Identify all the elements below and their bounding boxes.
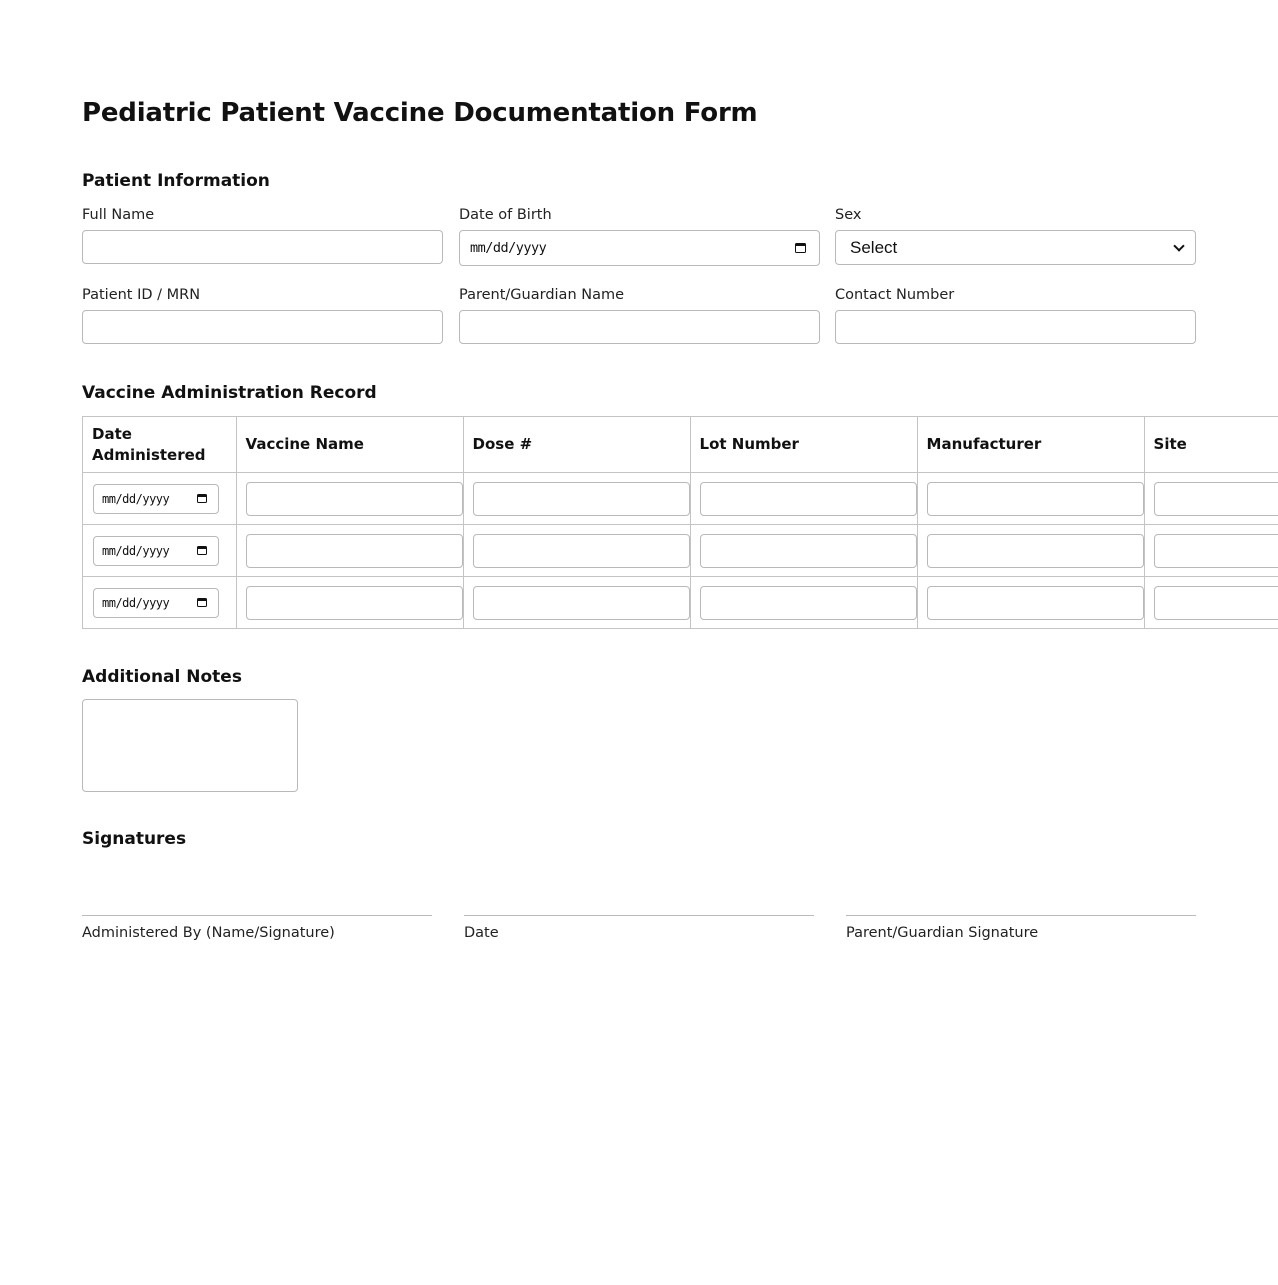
signature-label: Parent/Guardian Signature xyxy=(846,925,1039,941)
date-administered-input[interactable] xyxy=(93,536,219,566)
section-heading-patient-info: Patient Information xyxy=(82,171,270,191)
signature-date[interactable] xyxy=(464,915,814,941)
table-row xyxy=(83,525,1278,577)
dob-placeholder: mm/dd/yyyy xyxy=(470,240,547,256)
date-placeholder: mm/dd/yyyy xyxy=(102,595,170,610)
sex-field-group xyxy=(835,207,1196,265)
column-header-vaccine-name: Vaccine Name xyxy=(236,417,463,473)
table-header-row xyxy=(83,417,1278,473)
calendar-icon[interactable] xyxy=(197,494,207,503)
guardian-name-input[interactable] xyxy=(459,310,820,344)
vaccine-name-input[interactable] xyxy=(246,586,463,620)
date-administered-input[interactable] xyxy=(93,588,219,618)
signature-administered-by[interactable] xyxy=(82,915,432,941)
signature-label: Administered By (Name/Signature) xyxy=(82,925,335,941)
signature-line xyxy=(464,915,814,916)
patient-id-input[interactable] xyxy=(82,310,443,344)
manufacturer-input[interactable] xyxy=(927,534,1144,568)
column-header-date: Date Administered xyxy=(83,417,237,473)
guardian-name-label: Parent/Guardian Name xyxy=(459,287,625,303)
calendar-icon[interactable] xyxy=(795,243,806,253)
column-header-site: Site xyxy=(1144,417,1278,473)
site-input[interactable] xyxy=(1154,482,1278,516)
dob-input[interactable] xyxy=(459,230,820,266)
signature-line xyxy=(82,915,432,916)
lot-number-input[interactable] xyxy=(700,482,917,516)
patient-id-label: Patient ID / MRN xyxy=(82,287,201,303)
sex-selected-value: Select xyxy=(850,238,898,257)
section-heading-signatures: Signatures xyxy=(82,829,187,849)
signature-parent-guardian[interactable] xyxy=(846,915,1196,941)
patient-id-field-group xyxy=(82,287,443,344)
full-name-label: Full Name xyxy=(82,207,155,223)
date-placeholder: mm/dd/yyyy xyxy=(102,543,170,558)
lot-number-input[interactable] xyxy=(700,586,917,620)
column-header-lot-number: Lot Number xyxy=(690,417,917,473)
dose-input[interactable] xyxy=(473,482,690,516)
date-placeholder: mm/dd/yyyy xyxy=(102,491,170,506)
full-name-input[interactable] xyxy=(82,230,443,264)
column-header-dose: Dose # xyxy=(463,417,690,473)
dob-field-group xyxy=(459,207,820,266)
sex-select[interactable] xyxy=(835,230,1196,265)
vaccine-table-wrapper xyxy=(82,416,1278,629)
dose-input[interactable] xyxy=(473,586,690,620)
contact-number-label: Contact Number xyxy=(835,287,955,303)
chevron-down-icon xyxy=(1173,240,1184,251)
calendar-icon[interactable] xyxy=(197,598,207,607)
sex-label: Sex xyxy=(835,207,862,223)
site-input[interactable] xyxy=(1154,586,1278,620)
vaccine-table xyxy=(82,416,1278,629)
page-title: Pediatric Patient Vaccine Documentation Form xyxy=(82,98,758,128)
signature-label: Date xyxy=(464,925,499,941)
section-heading-notes: Additional Notes xyxy=(82,667,242,687)
contact-number-input[interactable] xyxy=(835,310,1196,344)
dob-label: Date of Birth xyxy=(459,207,552,223)
section-heading-vaccine-record: Vaccine Administration Record xyxy=(82,383,377,403)
signature-line xyxy=(846,915,1196,916)
full-name-field-group xyxy=(82,207,443,264)
table-row xyxy=(83,577,1278,629)
vaccine-name-input[interactable] xyxy=(246,482,463,516)
contact-number-field-group xyxy=(835,287,1196,344)
column-header-manufacturer: Manufacturer xyxy=(917,417,1144,473)
dose-input[interactable] xyxy=(473,534,690,568)
additional-notes-textarea[interactable] xyxy=(82,699,298,792)
manufacturer-input[interactable] xyxy=(927,586,1144,620)
calendar-icon[interactable] xyxy=(197,546,207,555)
lot-number-input[interactable] xyxy=(700,534,917,568)
date-administered-input[interactable] xyxy=(93,484,219,514)
guardian-name-field-group xyxy=(459,287,820,344)
vaccine-name-input[interactable] xyxy=(246,534,463,568)
table-row xyxy=(83,473,1278,525)
site-input[interactable] xyxy=(1154,534,1278,568)
manufacturer-input[interactable] xyxy=(927,482,1144,516)
